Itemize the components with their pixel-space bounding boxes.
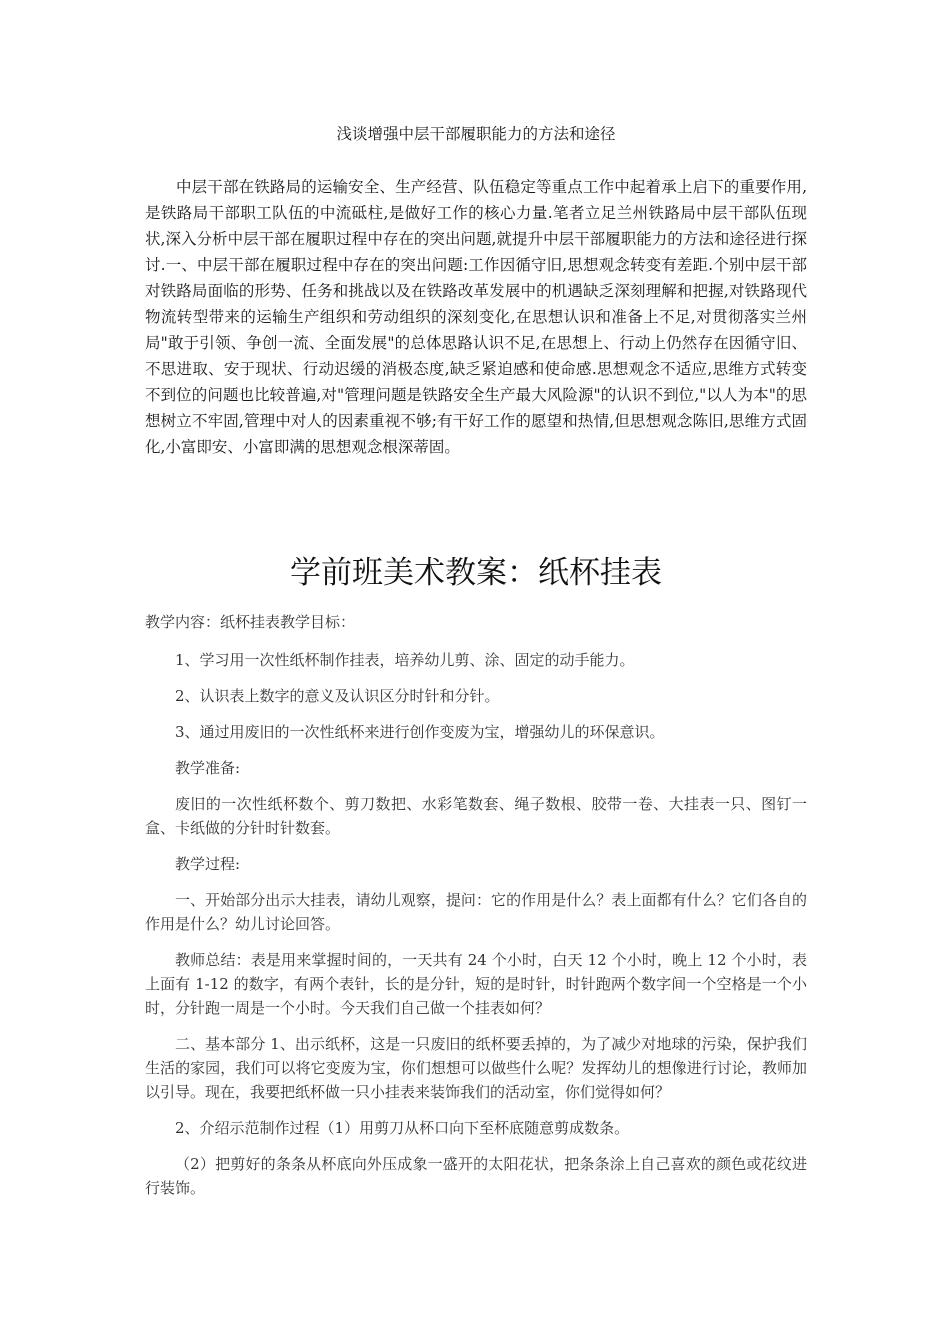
- lesson-teacher-summary: 教师总结：表是用来掌握时间的，一天共有 24 个小时，白天 12 个小时，晚上 12 个小时，表上面有 1-12 的数字，有两个表针，长的是分针，短的是时针，时针跑两个数字间一个空格是一个小时，分针跑一周是一个小时。今天我们自己做一个挂表如何？: [145, 951, 807, 1017]
- lesson-title: 学前班美术教案：纸杯挂表: [290, 555, 662, 591]
- lesson-process-heading: 教学过程:: [175, 855, 241, 873]
- lesson-objective-3: 3、通过用废旧的一次性纸杯来进行创作变废为宝，增强幼儿的环保意识。: [175, 723, 665, 741]
- lesson-content-objectives-heading: 教学内容：纸杯挂表教学目标：: [145, 613, 356, 631]
- lesson-objective-1: 1、学习用一次性纸杯制作挂表，培养幼儿剪、涂、固定的动手能力。: [175, 651, 635, 669]
- lesson-preparation-heading: 教学准备:: [175, 759, 241, 777]
- lesson-demo-step-1: 2、介绍示范制作过程（1）用剪刀从杯口向下至杯底随意剪成数条。: [175, 1119, 630, 1137]
- lesson-demo-step-2: （2）把剪好的条条从杯底向外压成象一盛开的太阳花状，把条条涂上自己喜欢的颜色或花纹进行装饰。: [145, 1155, 807, 1197]
- lesson-content: [145, 610, 807, 1212]
- lesson-process-basic: 二、基本部分 1、出示纸杯，这是一只废旧的纸杯要丢掉的，为了减少对地球的污染，保护我们生活的家园，我们可以将它变废为宝，你们想想可以做些什么呢？发挥幼儿的想像进行讨论，教师加以引导。现在，我要把纸杯做一只小挂表来装饰我们的活动室，你们觉得如何？: [145, 1035, 807, 1101]
- document-body-paragraph: 中层干部在铁路局的运输安全、生产经营、队伍稳定等重点工作中起着承上启下的重要作用,是铁路局干部职工队伍的中流砥柱,是做好工作的核心力量.笔者立足兰州铁路局中层干部队伍现状,深入分析中层干部在履职过程中存在的突出问题,就提升中层干部履职能力的方法和途径进行探讨.一、中层干部在履职过程中存在的突出问题:工作因循守旧,思想观念转变有差距.个别中层干部对铁路局面临的形势、任务和挑战以及在铁路改革发展中的机遇缺乏深刻理解和把握,对铁路现代物流转型带来的运输生产组织和劳动组织的深刻变化,在思想认识和准备上不足,对贯彻落实兰州局"敢于引领、争创一流、全面发展"的总体思路认识不足,在思想上、行动上仍然存在因循守旧、不思进取、安于现状、行动迟缓的消极态度,缺乏紧迫感和使命感.思想观念不适应,思维方式转变不到位的问题也比较普遍,对"管理问题是铁路安全生产最大风险源"的认识不到位,"以人为本"的思想树立不牢固,管理中对人的因素重视不够;有干好工作的愿望和热情,但思想观念陈旧,思维方式固化,小富即安、小富即满的思想观念根深蒂固。: [145, 178, 807, 456]
- lesson-preparation-materials: 废旧的一次性纸杯数个、剪刀数把、水彩笔数套、绳子数根、胶带一卷、大挂表一只、图钉一盒、卡纸做的分针时针数套。: [145, 795, 807, 837]
- lesson-process-opening: 一、开始部分出示大挂表，请幼儿观察，提问：它的作用是什么？表上面都有什么？它们各自的作用是什么？幼儿讨论回答。: [145, 891, 807, 933]
- lesson-objective-2: 2、认识表上数字的意义及认识区分时针和分针。: [175, 687, 500, 705]
- document-title: 浅谈增强中层干部履职能力的方法和途径: [336, 125, 616, 143]
